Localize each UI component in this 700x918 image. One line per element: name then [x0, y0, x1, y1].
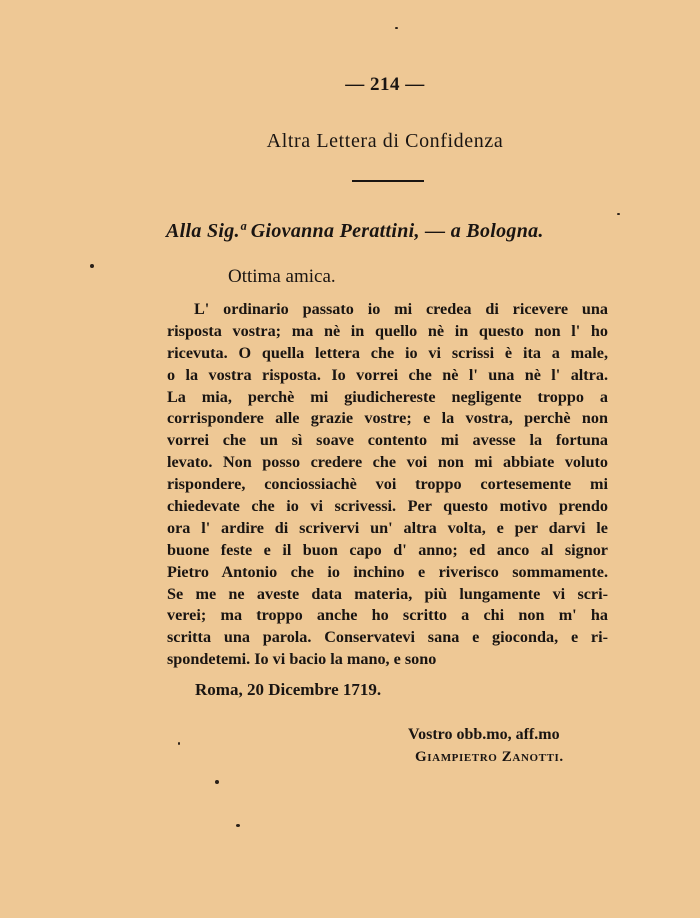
- body-line: risposta vostra; ma nè in quello nè in questo non l' ho: [167, 321, 608, 340]
- body-line: levato. Non posso credere che voi non mi abbiate voluto: [167, 453, 608, 472]
- salutation: Ottima amica.: [228, 266, 336, 287]
- addressee-line: Alla Sig.ª Giovanna Perattini, — a Bologna.: [166, 220, 544, 242]
- letter-title: Altra Lettera di Confidenza: [266, 130, 504, 152]
- body-line: ricevuta. O quella lettera che io vi scrissi è ita a male,: [167, 343, 608, 362]
- body-line: chiedevate che io vi scrivessi. Per questo motivo prendo: [167, 497, 608, 516]
- paper-speck: [236, 824, 240, 827]
- closing-formula: Vostro obb.mo, aff.mo: [408, 726, 560, 743]
- body-line: scritta una parola. Conservatevi sana e gioconda, e ri-: [167, 628, 608, 647]
- body-line: Pietro Antonio che io inchino e riverisco sommamente.: [167, 562, 608, 581]
- body-line: ora l' ardire di scrivervi un' altra volta, e per darvi le: [167, 518, 608, 537]
- letter-body: [167, 299, 608, 671]
- body-line: L' ordinario passato io mi credea di ricevere una: [194, 300, 608, 318]
- paper-speck: [395, 27, 398, 29]
- paper-speck: [90, 264, 94, 268]
- body-line: o la vostra risposta. Io vorrei che nè l' una nè l' altra.: [167, 365, 608, 384]
- body-line: Se me ne aveste data materia, più lungamente vi scri-: [167, 584, 608, 603]
- paper-speck: [215, 780, 219, 784]
- dateline: Roma, 20 Dicembre 1719.: [195, 680, 382, 699]
- signature: Giampietro Zanotti.: [415, 749, 564, 765]
- paper-speck: [178, 742, 180, 745]
- title-rule: [352, 180, 424, 182]
- body-line: La mia, perchè mi giudichereste negligente troppo a: [167, 387, 608, 406]
- body-line: vorrei che un sì soave contento mi avesse la fortuna: [167, 431, 608, 450]
- page-number: — 214 —: [345, 74, 425, 95]
- body-line: verei; ma troppo anche ho scritto a chi non m' ha: [167, 606, 608, 625]
- body-line: spondetemi. Io vi bacio la mano, e sono: [167, 650, 437, 669]
- body-line: corrispondere alle grazie vostre; e la vostra, perchè non: [167, 409, 608, 428]
- body-line: rispondere, conciossiachè voi troppo cortesemente mi: [167, 475, 608, 494]
- body-line: buone feste e il buon capo d' anno; ed anco al signor: [167, 540, 608, 559]
- paper-speck: [617, 213, 620, 215]
